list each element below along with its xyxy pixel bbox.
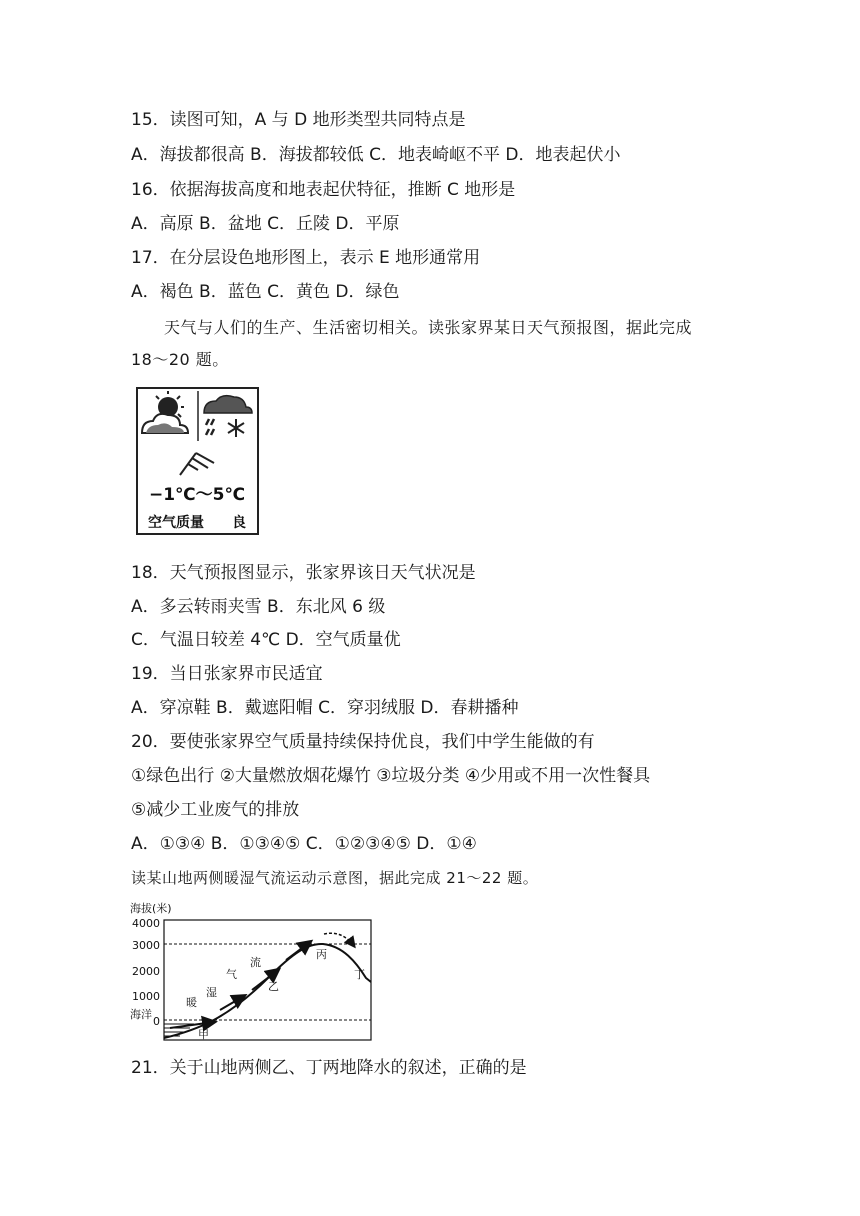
label-warm: 暖: [186, 996, 197, 1009]
q20-items-2: ⑤减少工业废气的排放: [131, 800, 300, 820]
q17-options: A．褐色 B．蓝色 C．黄色 D．绿色: [131, 282, 400, 302]
y-tick-4000: 4000: [132, 917, 160, 930]
y-tick-3000: 3000: [132, 939, 160, 952]
label-ding: 丁: [354, 968, 365, 981]
q18-stem: 18．天气预报图显示，张家界该日天气状况是: [131, 563, 476, 583]
q19-stem: 19．当日张家界市民适宜: [131, 664, 323, 684]
y-tick-2000: 2000: [132, 965, 160, 978]
label-yi: 乙: [268, 980, 279, 993]
q16-options: A．高原 B．盆地 C．丘陵 D．平原: [131, 214, 400, 234]
q15-options: A．海拔都很高 B．海拔都较低 C．地表崎岖不平 D．地表起伏小: [131, 145, 621, 165]
label-jia: 甲: [198, 1028, 209, 1041]
mountain-airflow-figure: [128, 898, 384, 1046]
weather-intro-line2: 18～20 题。: [131, 350, 229, 369]
mountain-intro: 读某山地两侧暖湿气流运动示意图，据此完成 21～22 题。: [131, 869, 539, 887]
label-flow: 流: [250, 956, 261, 969]
air-quality-value: 良: [232, 515, 246, 531]
q20-options: A．①③④ B．①③④⑤ C．①②③④⑤ D．①④: [131, 834, 477, 854]
y-tick-1000: 1000: [132, 990, 160, 1003]
label-air: 气: [226, 968, 237, 981]
q21-stem: 21．关于山地两侧乙、丁两地降水的叙述，正确的是: [131, 1058, 527, 1078]
weather-intro-line1: 天气与人们的生产、生活密切相关。读张家界某日天气预报图，据此完成: [164, 318, 693, 337]
y-tick-0: 0: [153, 1015, 160, 1028]
label-wet: 湿: [206, 986, 217, 999]
q18-options-ab: A．多云转雨夹雪 B．东北风 6 级: [131, 597, 386, 617]
temperature-range: −1℃～5℃: [148, 485, 246, 505]
q20-stem: 20．要使张家界空气质量持续保持优良，我们中学生能做的有: [131, 732, 595, 752]
q19-options: A．穿凉鞋 B．戴遮阳帽 C．穿羽绒服 D．春耕播种: [131, 698, 519, 718]
q15-stem: 15．读图可知，A 与 D 地形类型共同特点是: [131, 110, 466, 130]
q17-stem: 17．在分层设色地形图上，表示 E 地形通常用: [131, 248, 481, 268]
q20-items-1: ①绿色出行 ②大量燃放烟花爆竹 ③垃圾分类 ④少用或不用一次性餐具: [131, 766, 651, 786]
q16-stem: 16．依据海拔高度和地表起伏特征，推断 C 地形是: [131, 180, 516, 200]
air-quality-label: 空气质量: [148, 515, 204, 531]
label-bing: 丙: [316, 948, 327, 961]
label-ocean: 海洋: [130, 1008, 152, 1021]
y-axis-title: 海拔(米): [130, 902, 172, 915]
q18-options-cd: C．气温日较差 4℃ D．空气质量优: [131, 630, 401, 650]
weather-forecast-figure: [136, 387, 259, 535]
